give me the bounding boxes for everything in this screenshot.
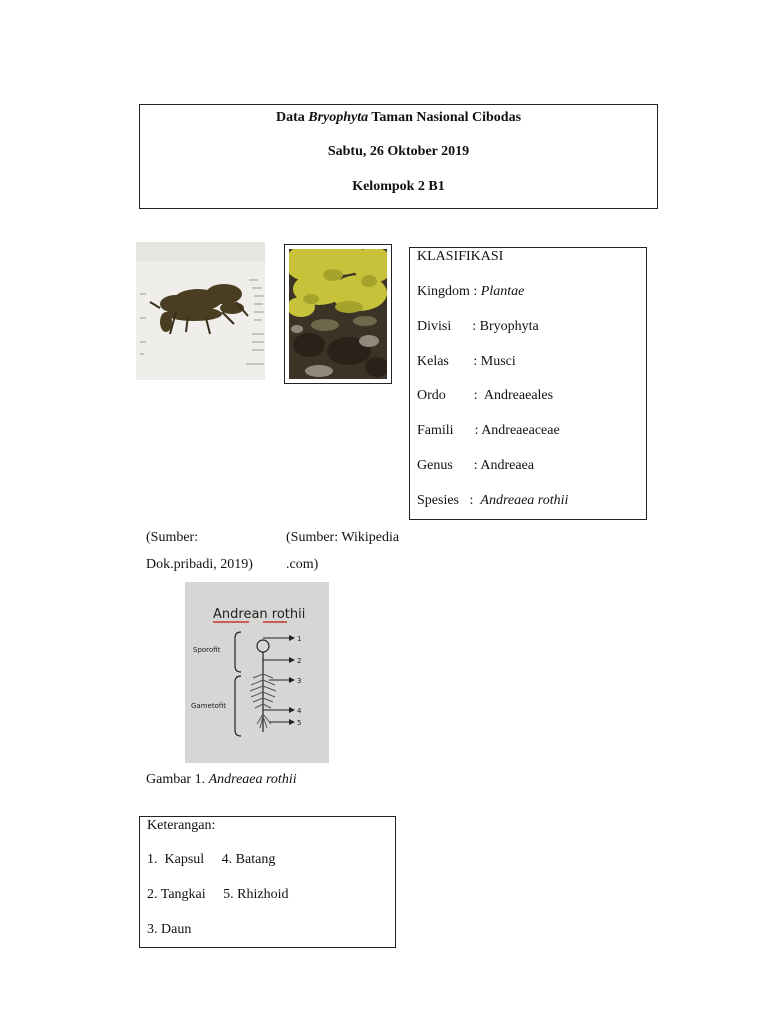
sketch-title: Andrean rothii <box>213 607 306 622</box>
classification-row-ordo <box>417 388 553 404</box>
document-title <box>140 110 657 126</box>
title-prefix: Data <box>275 110 309 125</box>
row-separator: : <box>452 458 481 473</box>
legend-line: 3. Daun <box>147 922 192 937</box>
pointer-number: 2 <box>297 657 302 665</box>
row-key: Divisi <box>417 319 452 334</box>
figure-caption-species: Andreaea rothii <box>208 772 297 787</box>
sketch-diagram <box>185 582 329 763</box>
row-key: Genus <box>417 458 453 473</box>
header-box <box>139 104 658 209</box>
row-value: Bryophyta <box>479 319 539 334</box>
row-key: Spesies <box>417 493 459 508</box>
classification-row-kingdom <box>417 284 524 300</box>
row-value: Andreaeaceae <box>481 423 560 438</box>
source-right-line2: .com) <box>286 557 319 572</box>
row-separator: : <box>445 388 484 403</box>
source-left-line2: Dok.pribadi, 2019) <box>146 557 253 572</box>
row-key: Kingdom <box>417 284 470 299</box>
row-value: Andreaeales <box>483 388 554 403</box>
row-key: Famili <box>417 423 454 438</box>
legend-line: 1. Kapsul 4. Batang <box>147 852 276 867</box>
legend-box <box>139 816 396 948</box>
document-date: Sabtu, 26 Oktober 2019 <box>327 144 470 159</box>
pointer-number: 5 <box>297 719 302 727</box>
row-value: Musci <box>480 354 516 369</box>
document-group: Kelompok 2 B1 <box>352 179 445 194</box>
row-value: Andreaea rothii <box>480 493 569 508</box>
classification-row-spesies <box>417 493 568 509</box>
row-separator: : <box>459 493 481 508</box>
row-value: Plantae <box>480 284 525 299</box>
pointer-number: 4 <box>297 707 302 715</box>
source-right-line1: (Sumber: Wikipedia <box>286 530 400 545</box>
wikipedia-photo <box>289 249 387 379</box>
wikipedia-photo-frame <box>284 244 392 384</box>
figure-caption-prefix: Gambar 1. <box>146 772 209 787</box>
wikipedia-photo-drawing <box>289 249 387 379</box>
row-value: Andreaea <box>480 458 535 473</box>
row-separator: : <box>451 319 480 334</box>
row-separator: : <box>448 354 481 369</box>
title-suffix: Taman Nasional Cibodas <box>368 110 522 125</box>
label-gametofit: Gametofit <box>191 702 227 710</box>
classification-row-genus <box>417 458 534 474</box>
legend-heading: Keterangan: <box>147 818 216 833</box>
row-key: Kelas <box>417 354 449 369</box>
source-left-line1: (Sumber: <box>146 530 199 545</box>
row-key: Ordo <box>417 388 446 403</box>
label-sporofit: Sporofit <box>193 646 221 654</box>
pointer-number: 1 <box>297 635 302 643</box>
legend-line: 2. Tangkai 5. Rhizhoid <box>147 887 289 902</box>
figure-caption <box>146 772 297 788</box>
classification-heading: KLASIFIKASI <box>417 249 504 264</box>
classification-row-kelas <box>417 354 516 370</box>
sketch-drawing <box>185 582 329 763</box>
row-separator: : <box>469 284 481 299</box>
specimen-photo <box>136 242 265 380</box>
classification-box <box>409 247 647 520</box>
title-italic: Bryophyta <box>308 110 369 125</box>
row-separator: : <box>453 423 482 438</box>
classification-row-divisi <box>417 319 539 335</box>
classification-row-famili <box>417 423 560 439</box>
pointer-number: 3 <box>297 677 302 685</box>
specimen-photo-drawing <box>136 242 265 380</box>
